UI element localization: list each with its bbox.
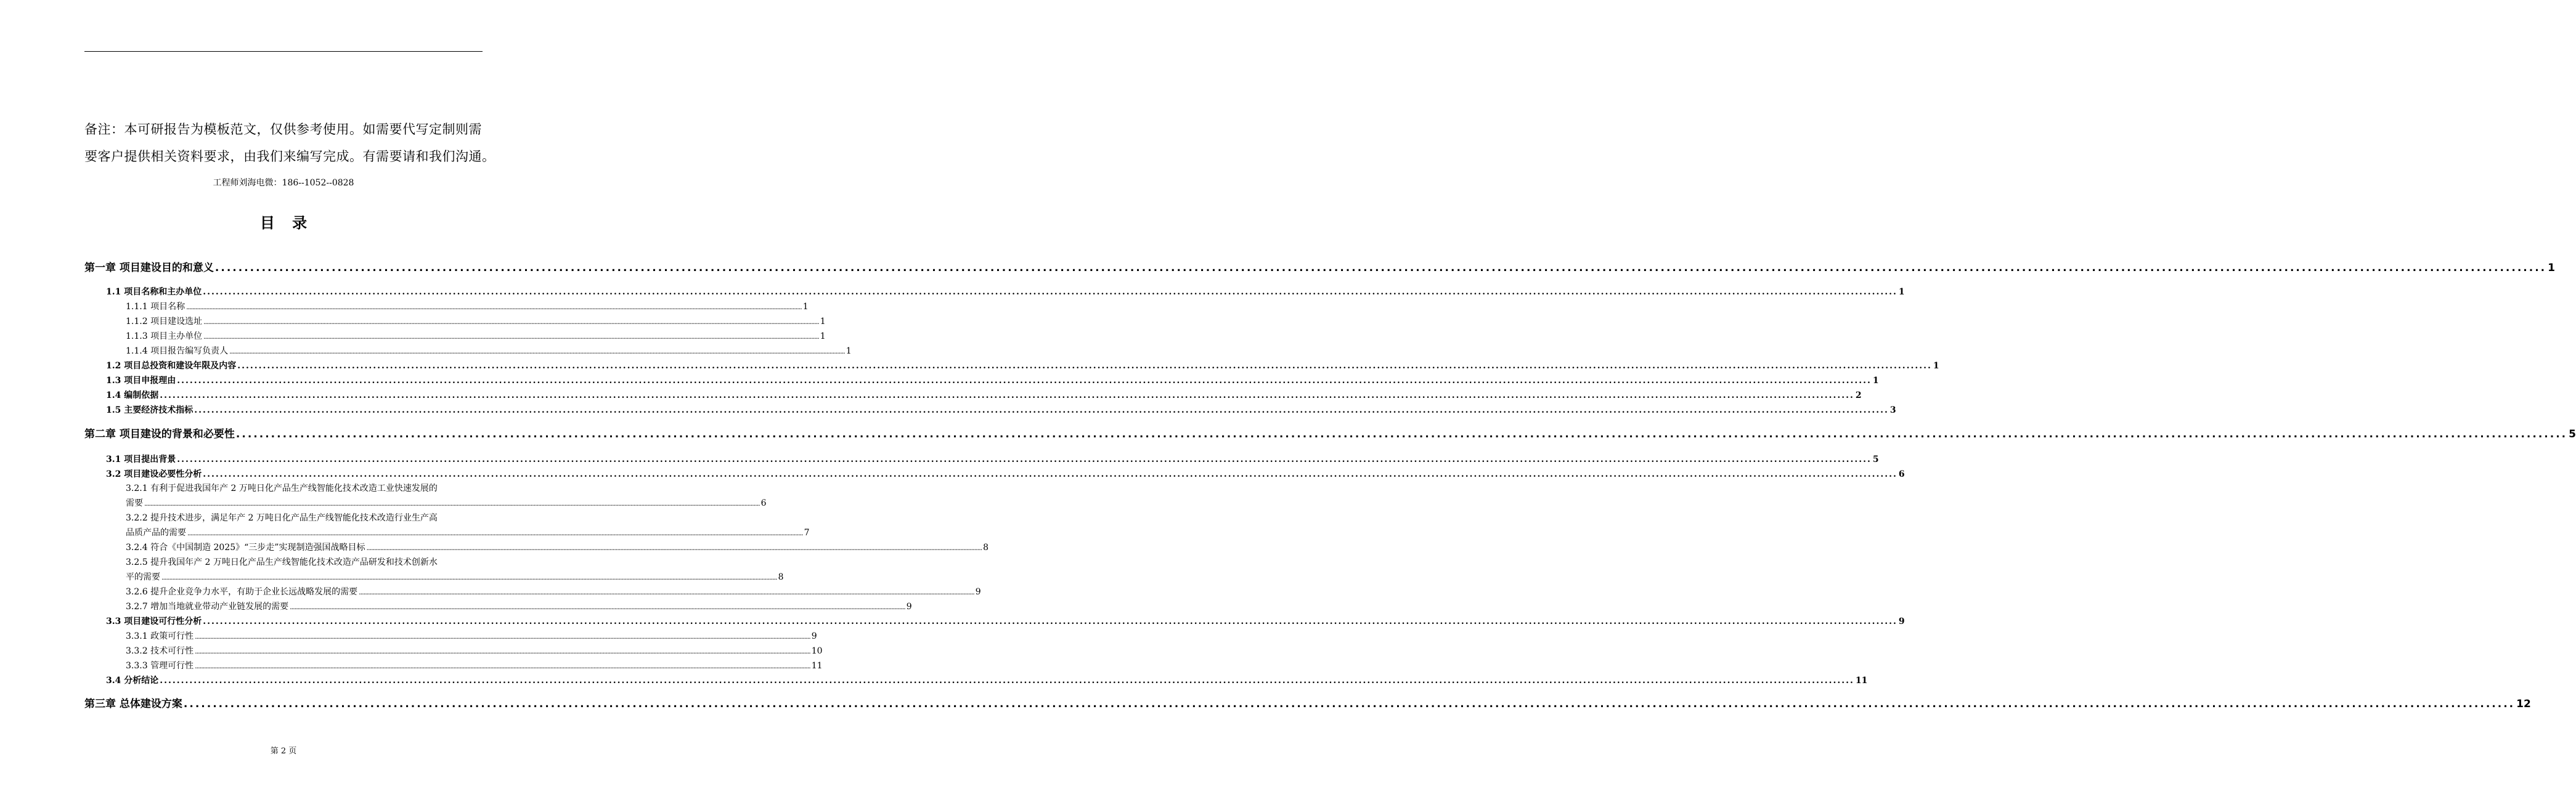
toc-entry-3-3-3[interactable]: 3.3.3 管理可行性 ................................................................................................................................................................................................................................................................................................................................................................................................................ 11 [126, 661, 823, 671]
dot-leader: ................................................................................................................................................................................................................................................................................................................................................................................................................ [366, 544, 982, 552]
notice-line-1: 备注：本可研报告为模板范文，仅供参考使用。如需要代写定制则需 [84, 122, 482, 137]
dot-leader: ................................................................................................................................................................................................................................................................................................................................................................................................................ [195, 662, 810, 670]
dot-leader: ................................................................................................................................................................................................................................................................................................................................................................................................................ [161, 573, 777, 581]
dot-leader: ................................................................................................................................................................................................................................................................................................................................................................................................................ [203, 617, 1897, 626]
dot-leader: ................................................................................................................................................................................................................................................................................................................................................................................................................ [195, 633, 810, 641]
toc-entry-3-2-5[interactable]: 平的需要 ................................................................................................................................................................................................................................................................................................................................................................................................................ 8 [126, 572, 784, 582]
dot-leader: ................................................................................................................................................................................................................................................................................................................................................................................................................ [203, 287, 1897, 297]
toc-entry-ch3[interactable]: 第三章 总体建设方案 ................................................................................................................................................................................................................................................................................................................................................................................................................ 12 [84, 698, 2531, 710]
dot-leader: ................................................................................................................................................................................................................................................................................................................................................................................................................ [195, 647, 810, 655]
toc-entry-3-2-5-line1[interactable]: 3.2.5 提升我国年产 2 万吨日化产品生产线智能化技术改造产品研发和技术创新水 [126, 557, 438, 567]
dot-leader: ................................................................................................................................................................................................................................................................................................................................................................................................................ [187, 529, 803, 537]
dot-leader: ................................................................................................................................................................................................................................................................................................................................................................................................................ [290, 603, 905, 611]
dot-leader: ................................................................................................................................................................................................................................................................................................................................................................................................................ [183, 698, 2516, 710]
toc-entry-ch2[interactable]: 第二章 项目建设的背景和必要性 ................................................................................................................................................................................................................................................................................................................................................................................................................ 5 [84, 428, 2576, 440]
toc-entry-3-2-2[interactable]: 品质产品的需要 ................................................................................................................................................................................................................................................................................................................................................................................................................ 7 [126, 528, 810, 538]
dot-leader: ................................................................................................................................................................................................................................................................................................................................................................................................................ [177, 376, 1872, 386]
dot-leader: ................................................................................................................................................................................................................................................................................................................................................................................................................ [194, 405, 1889, 415]
dot-leader: ................................................................................................................................................................................................................................................................................................................................................................................................................ [144, 500, 760, 508]
dot-leader: ................................................................................................................................................................................................................................................................................................................................................................................................................ [203, 318, 819, 326]
toc-entry-3-2-4[interactable]: 3.2.4 符合《中国制造 2025》“三步走”实现制造强国战略目标 ................................................................................................................................................................................................................................................................................................................................................................................................................ 8 [126, 543, 989, 553]
toc-entry-3-2-7[interactable]: 3.2.7 增加当地就业带动产业链发展的需要 ................................................................................................................................................................................................................................................................................................................................................................................................................ 9 [126, 602, 912, 612]
dot-leader: ................................................................................................................................................................................................................................................................................................................................................................................................................ [237, 361, 1932, 371]
toc-entry-3-2-6[interactable]: 3.2.6 提升企业竞争力水平，有助于企业长远战略发展的需要 ................................................................................................................................................................................................................................................................................................................................................................................................................ 9 [126, 587, 981, 597]
toc-entry-1-3[interactable]: 1.3 项目申报理由 ................................................................................................................................................................................................................................................................................................................................................................................................................ 1 [106, 376, 1879, 386]
toc-entry-3-3[interactable]: 3.3 项目建设可行性分析 ................................................................................................................................................................................................................................................................................................................................................................................................................ 9 [106, 617, 1905, 626]
toc-entry-1-1-4[interactable]: 1.1.4 项目报告编写负责人 ................................................................................................................................................................................................................................................................................................................................................................................................................ 1 [126, 346, 852, 356]
toc-entry-1-1-3[interactable]: 1.1.3 项目主办单位 ................................................................................................................................................................................................................................................................................................................................................................................................................ 1 [126, 331, 826, 341]
toc-entry-1-1-1[interactable]: 1.1.1 项目名称 ................................................................................................................................................................................................................................................................................................................................................................................................................ 1 [126, 302, 809, 312]
notice-line-2: 要客户提供相关资料要求，由我们来编写完成。有需要请和我们沟通。 [84, 149, 495, 164]
toc-entry-1-2[interactable]: 1.2 项目总投资和建设年限及内容 ................................................................................................................................................................................................................................................................................................................................................................................................................ 1 [106, 361, 1939, 371]
dot-leader: ................................................................................................................................................................................................................................................................................................................................................................................................................ [214, 262, 2547, 274]
toc-entry-3-2-1[interactable]: 需要 ................................................................................................................................................................................................................................................................................................................................................................................................................ 6 [126, 498, 767, 508]
toc-entry-3-3-1[interactable]: 3.3.1 政策可行性 ................................................................................................................................................................................................................................................................................................................................................................................................................ 9 [126, 631, 817, 641]
toc-entry-3-2-2-line1[interactable]: 3.2.2 提升技术进步，满足年产 2 万吨日化产品生产线智能化技术改造行业生产高 [126, 513, 438, 523]
toc-entry-1-4[interactable]: 1.4 编制依据 ................................................................................................................................................................................................................................................................................................................................................................................................................ 2 [106, 391, 1862, 400]
dot-leader: ................................................................................................................................................................................................................................................................................................................................................................................................................ [203, 333, 819, 341]
dot-leader: ................................................................................................................................................................................................................................................................................................................................................................................................................ [229, 347, 845, 355]
dot-leader: ................................................................................................................................................................................................................................................................................................................................................................................................................ [235, 428, 2568, 440]
dot-leader: ................................................................................................................................................................................................................................................................................................................................................................................................................ [186, 303, 802, 311]
toc-entry-1-1[interactable]: 1.1 项目名称和主办单位 ................................................................................................................................................................................................................................................................................................................................................................................................................ 1 [106, 287, 1905, 297]
toc-entry-3-2-1-line1[interactable]: 3.2.1 有利于促进我国年产 2 万吨日化产品生产线智能化技术改造工业快速发展的 [126, 484, 438, 493]
toc-entry-1-5[interactable]: 1.5 主要经济技术指标 ................................................................................................................................................................................................................................................................................................................................................................................................................ 3 [106, 405, 1896, 415]
dot-leader: ................................................................................................................................................................................................................................................................................................................................................................................................................ [203, 469, 1897, 479]
toc-entry-3-3-2[interactable]: 3.3.2 技术可行性 ................................................................................................................................................................................................................................................................................................................................................................................................................ 10 [126, 646, 823, 656]
toc-entry-1-1-2[interactable]: 1.1.2 项目建设选址 ................................................................................................................................................................................................................................................................................................................................................................................................................ 1 [126, 317, 826, 326]
dot-leader: ................................................................................................................................................................................................................................................................................................................................................................................................................ [359, 588, 974, 596]
toc-entry-ch1[interactable]: 第一章 项目建设目的和意义 ................................................................................................................................................................................................................................................................................................................................................................................................................ 1 [84, 262, 2555, 274]
dot-leader: ................................................................................................................................................................................................................................................................................................................................................................................................................ [160, 391, 1854, 400]
dot-leader: ................................................................................................................................................................................................................................................................................................................................................................................................................ [160, 676, 1854, 686]
contact-line: 工程师刘海电微：186--1052--0828 [213, 178, 354, 188]
dot-leader: ................................................................................................................................................................................................................................................................................................................................................................................................................ [177, 455, 1872, 464]
toc-entry-3-2[interactable]: 3.2 项目建设必要性分析 ................................................................................................................................................................................................................................................................................................................................................................................................................ 6 [106, 469, 1905, 479]
toc-title: 目 录 [259, 214, 314, 232]
toc-entry-3-1[interactable]: 3.1 项目提出背景 ................................................................................................................................................................................................................................................................................................................................................................................................................ 5 [106, 455, 1879, 464]
page-number: 第 2 页 [270, 747, 297, 756]
toc-entry-3-4[interactable]: 3.4 分析结论 ................................................................................................................................................................................................................................................................................................................................................................................................................ 11 [106, 676, 1868, 686]
